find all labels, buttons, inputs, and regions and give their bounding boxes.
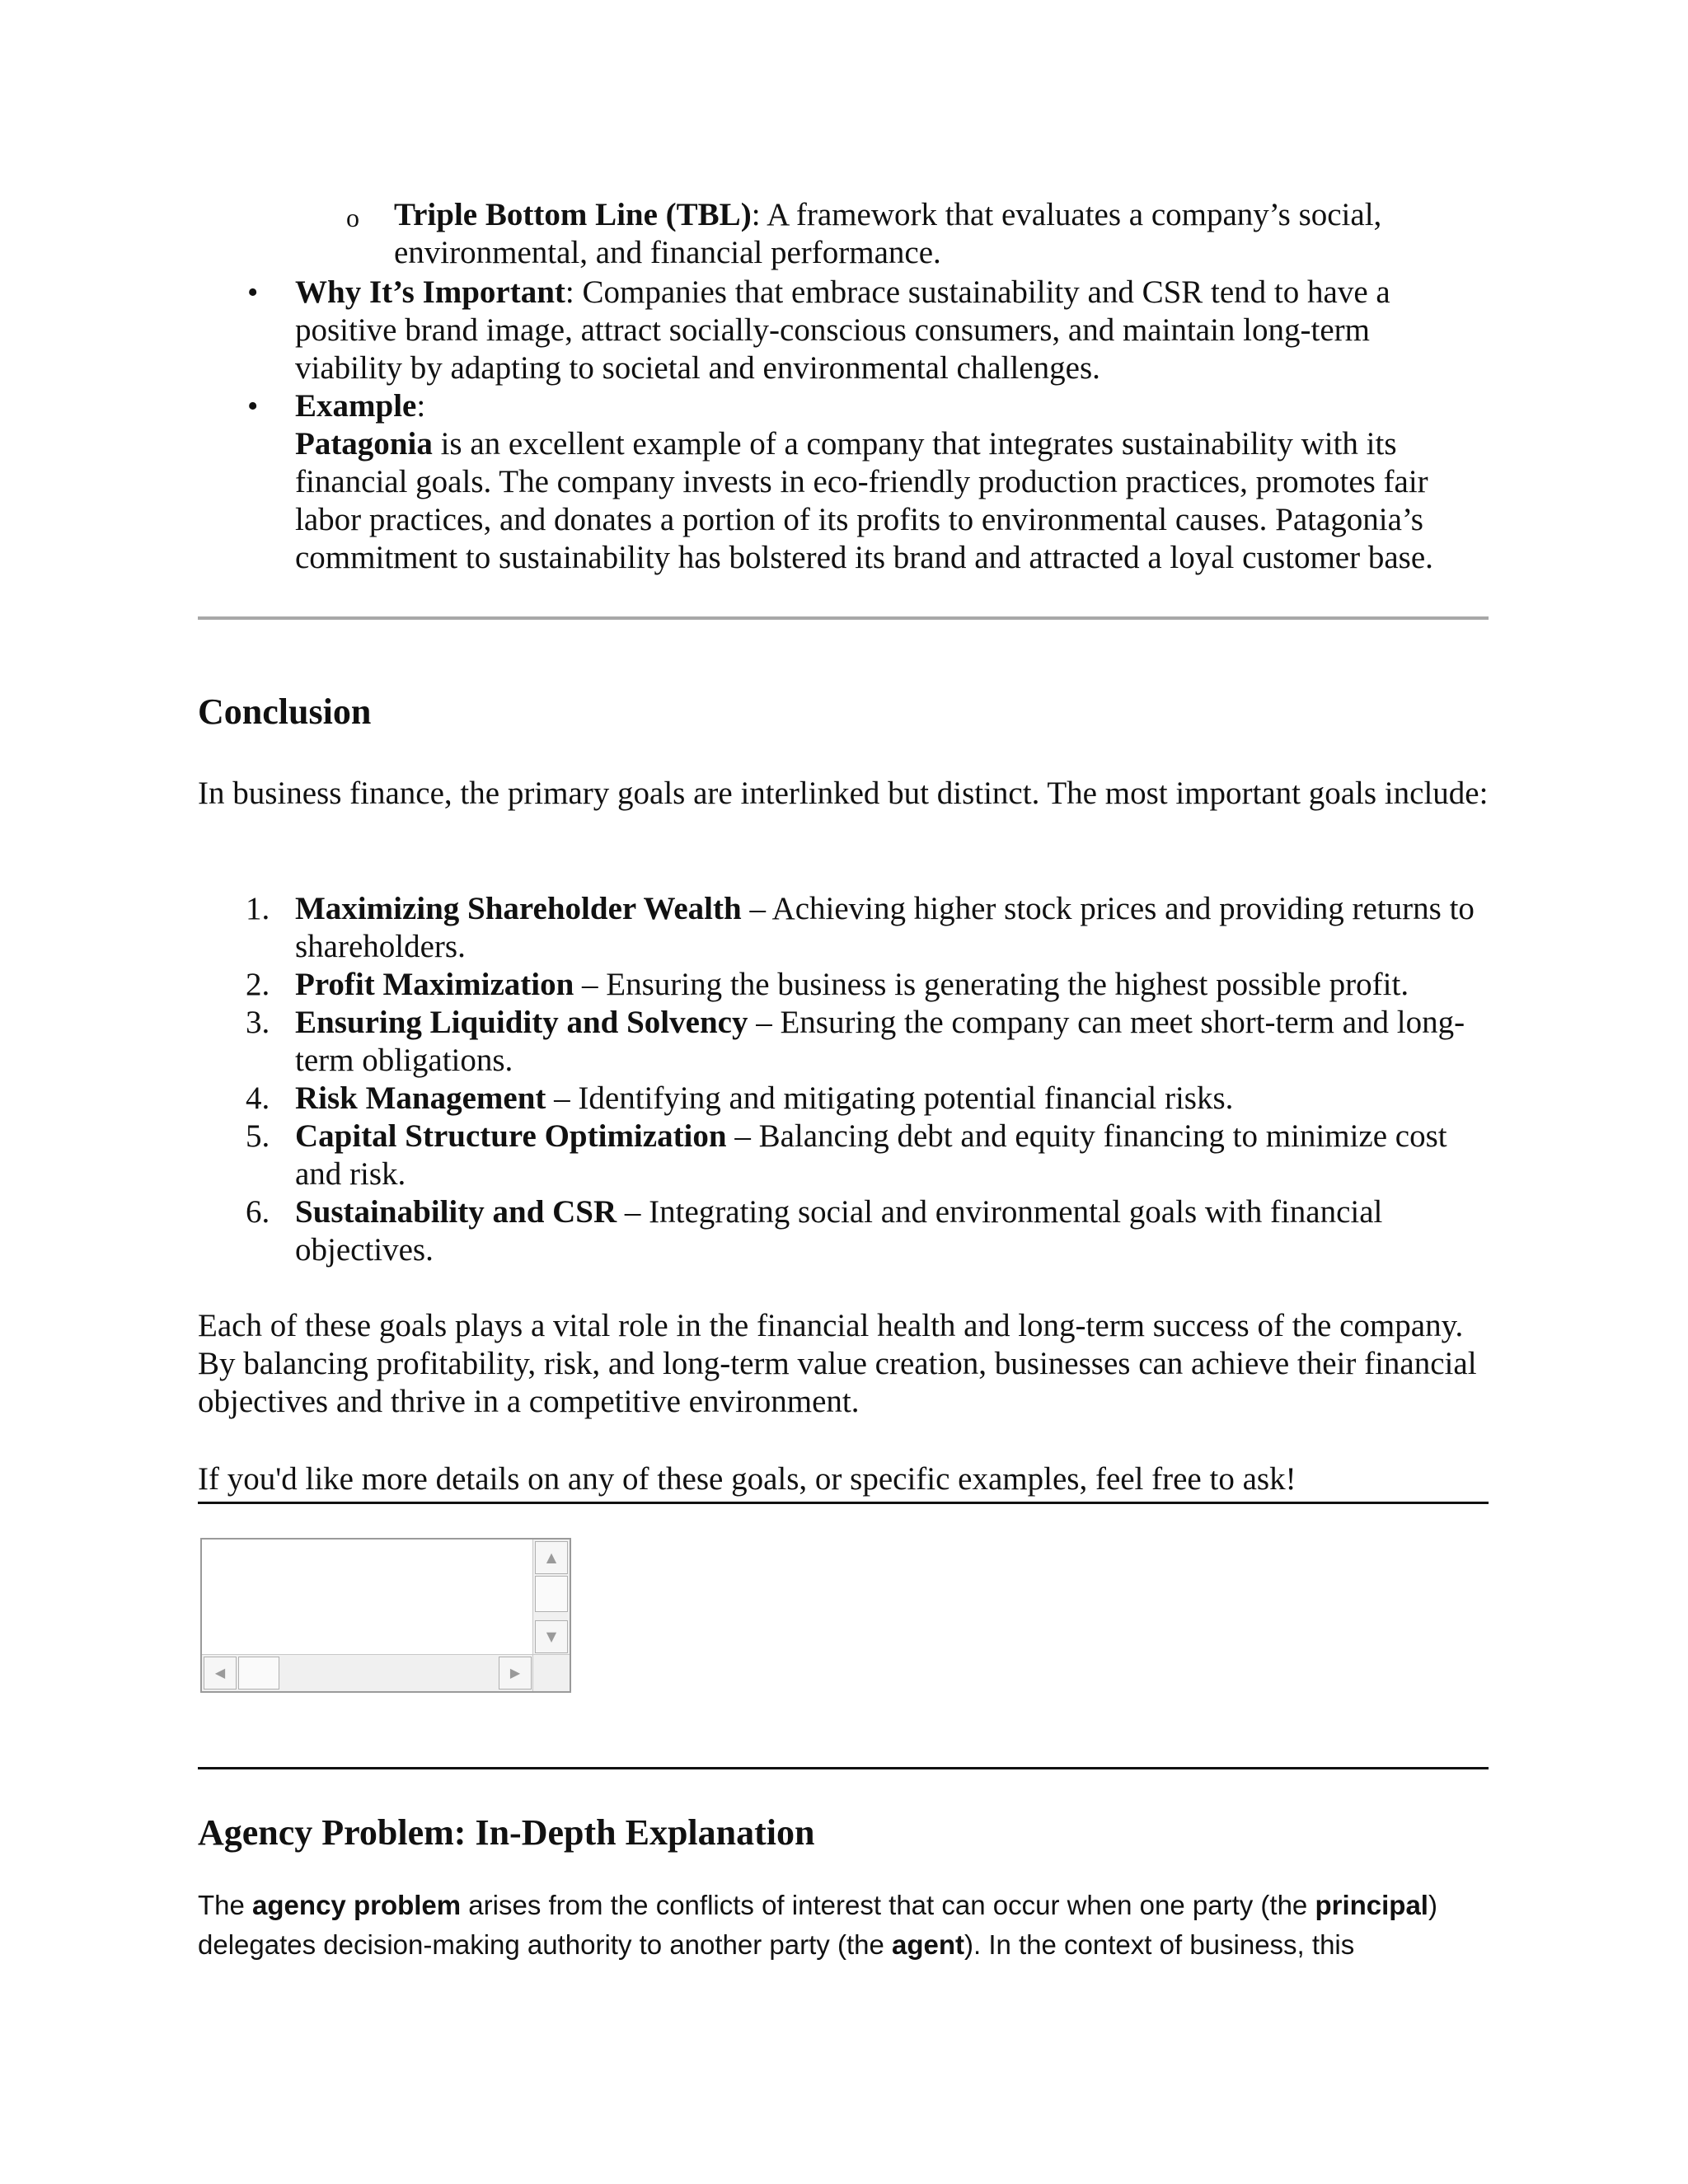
underline-divider bbox=[198, 1502, 1489, 1504]
agency-term: agency problem bbox=[252, 1890, 462, 1920]
tbl-item bbox=[394, 196, 1465, 272]
scroll-left-icon[interactable]: ◀ bbox=[204, 1657, 237, 1690]
vertical-scroll-thumb[interactable] bbox=[535, 1576, 568, 1612]
goals-list bbox=[198, 890, 1492, 1269]
section-divider bbox=[198, 1767, 1489, 1769]
resize-corner bbox=[532, 1654, 570, 1691]
example-colon: : bbox=[416, 388, 426, 424]
list-item bbox=[198, 1193, 1492, 1269]
agency-text: arises from the conflicts of interest that can occur when one party (the bbox=[461, 1890, 1315, 1920]
example-label: Example bbox=[295, 388, 417, 424]
agent-term: agent bbox=[891, 1929, 964, 1960]
comment-textarea[interactable] bbox=[200, 1538, 571, 1693]
tbl-text: : A framework that evaluates a company’s social, environmental, and financial performance. bbox=[394, 197, 1382, 270]
ask-line bbox=[198, 1460, 1489, 1498]
conclusion-intro: In business finance, the primary goals are interlinked but distinct. The most important goals include: bbox=[198, 776, 1489, 811]
goal-title: Profit Maximization bbox=[295, 967, 574, 1002]
list-item bbox=[198, 1118, 1492, 1193]
goal-text: – Balancing debt and equity financing to minimize cost and risk. bbox=[295, 1118, 1447, 1192]
scroll-down-icon[interactable]: ▼ bbox=[535, 1620, 568, 1653]
list-item bbox=[198, 1004, 1492, 1080]
agency-text: ) delegates decision-making authority to another party (the bbox=[198, 1890, 1437, 1960]
conclusion-heading: Conclusion bbox=[198, 691, 372, 732]
textarea-content[interactable] bbox=[207, 1543, 495, 1650]
why-label: Why It’s Important bbox=[295, 274, 565, 310]
tbl-label: Triple Bottom Line (TBL) bbox=[394, 197, 752, 232]
goal-text: – Integrating social and environmental goals with financial objectives. bbox=[295, 1194, 1383, 1268]
agency-text: ). In the context of business, this bbox=[964, 1929, 1355, 1960]
ask-text: If you'd like more details on any of these goals, or specific examples, feel free to ask! bbox=[198, 1461, 1296, 1497]
goal-title: Capital Structure Optimization bbox=[295, 1118, 727, 1154]
list-number: 4. bbox=[246, 1080, 270, 1116]
list-number: 5. bbox=[246, 1118, 270, 1154]
list-number: 2. bbox=[246, 967, 270, 1002]
example-text: is an excellent example of a company that integrates sustainability with its financial goals. The company invests in eco-friendly production practices, promotes fair labor practices, and donates a portion of its profits to environmental causes. Patagonia’s commitment to sustainability has bolstered its brand and attracted a loyal customer base. bbox=[295, 426, 1433, 575]
vertical-scrollbar[interactable] bbox=[532, 1540, 570, 1655]
agency-text: The bbox=[198, 1890, 253, 1920]
principal-term: principal bbox=[1315, 1890, 1428, 1920]
goal-title: Sustainability and CSR bbox=[295, 1194, 617, 1230]
sub-bullet-marker: o bbox=[346, 203, 359, 232]
list-number: 6. bbox=[246, 1194, 270, 1230]
why-important-item bbox=[295, 274, 1482, 387]
scroll-right-icon[interactable]: ▶ bbox=[499, 1657, 532, 1690]
list-item bbox=[198, 966, 1492, 1004]
bullet-marker: • bbox=[247, 389, 259, 424]
bullet-marker: • bbox=[247, 275, 259, 310]
agency-heading: Agency Problem: In-Depth Explanation bbox=[198, 1812, 815, 1853]
goal-title: Maximizing Shareholder Wealth bbox=[295, 891, 742, 926]
agency-paragraph bbox=[198, 1886, 1492, 1965]
conclusion-closing: Each of these goals plays a vital role in the financial health and long-term success of the company. By balancing profitability, risk, and long-term value creation, businesses can achieve their financial objectives and thrive in a competitive environment. bbox=[198, 1308, 1477, 1419]
horizontal-scrollbar[interactable] bbox=[202, 1654, 535, 1691]
why-text: : Companies that embrace sustainability and CSR tend to have a positive brand image, attract socially-conscious consumers, and maintain long-term viability by adapting to societal and environmental challenges. bbox=[295, 274, 1390, 386]
section-divider bbox=[198, 616, 1489, 620]
goal-title: Risk Management bbox=[295, 1080, 546, 1116]
goal-title: Ensuring Liquidity and Solvency bbox=[295, 1005, 748, 1040]
list-item bbox=[198, 1080, 1492, 1118]
list-number: 1. bbox=[246, 891, 270, 926]
list-item bbox=[198, 890, 1492, 966]
example-company: Patagonia bbox=[295, 426, 433, 462]
goal-text: – Identifying and mitigating potential financial risks. bbox=[546, 1080, 1234, 1116]
scroll-up-icon[interactable]: ▲ bbox=[535, 1541, 568, 1574]
goal-text: – Ensuring the company can meet short-term and long-term obligations. bbox=[295, 1005, 1465, 1078]
example-item bbox=[295, 387, 1482, 577]
goal-text: – Achieving higher stock prices and providing returns to shareholders. bbox=[295, 891, 1475, 964]
list-number: 3. bbox=[246, 1005, 270, 1040]
horizontal-scroll-thumb[interactable] bbox=[238, 1657, 279, 1690]
goal-text: – Ensuring the business is generating the highest possible profit. bbox=[574, 967, 1409, 1002]
